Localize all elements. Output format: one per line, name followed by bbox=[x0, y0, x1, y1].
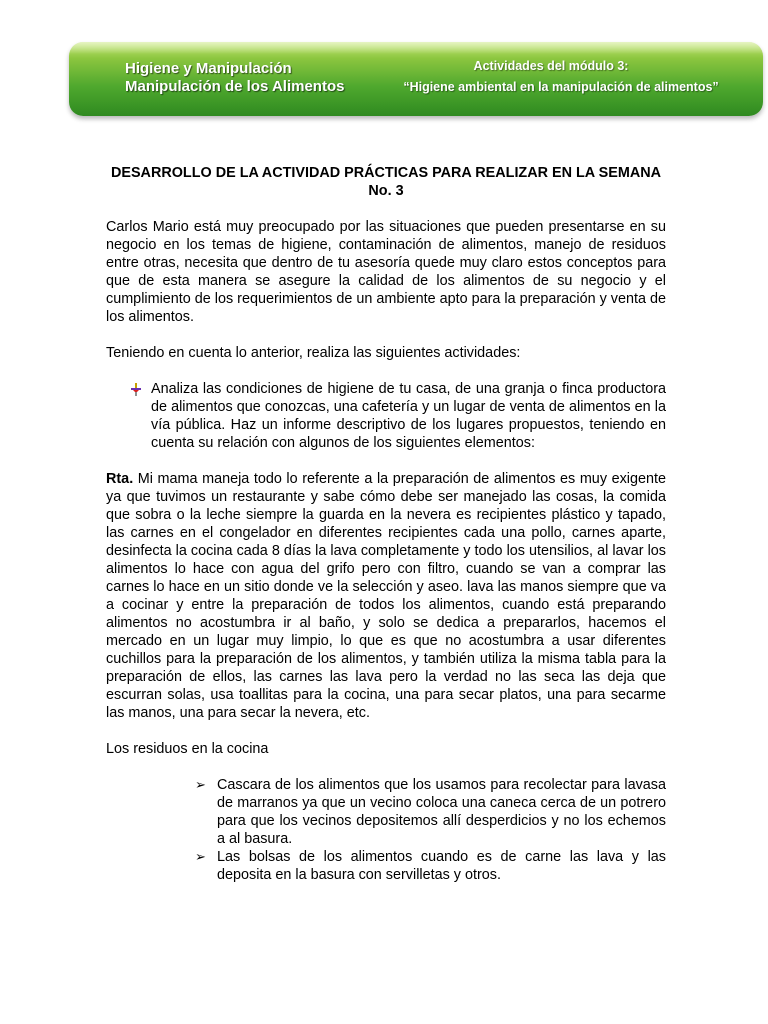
module-topic: “Higiene ambiental en la manipulación de alimentos” bbox=[403, 80, 719, 94]
course-title-line1: Higiene y Manipulación bbox=[125, 60, 292, 77]
module-label: Actividades del módulo 3: bbox=[473, 59, 629, 73]
residue-text: Cascara de los alimentos que los usamos para recolectar para lavasa de marranos ya que un vecino coloca una caneca cerca de un potrero para que los vecinos depositemos allí desperdicios y no los echemos a al basura. bbox=[217, 777, 666, 847]
course-title bbox=[125, 60, 344, 96]
answer-label: Rta. bbox=[106, 471, 134, 487]
instruction-paragraph: Teniendo en cuenta lo anterior, realiza las siguientes actividades: bbox=[106, 345, 521, 361]
answer-paragraph bbox=[106, 470, 666, 722]
residues-heading: Los residuos en la cocina bbox=[106, 741, 269, 757]
activity-text: Analiza las condiciones de higiene de tu casa, de una granja o finca productora de alimentos que conozcas, una cafetería y un lugar de venta de alimentos en la vía pública. Haz un informe descriptivo de los lugares propuestos, teniendo en cuenta su relación con algunos de los siguientes elementos: bbox=[151, 381, 666, 451]
header-banner bbox=[69, 42, 763, 116]
residue-text: Las bolsas de los alimentos cuando es de carne las lava y las deposita en la basura con servilletas y otros. bbox=[217, 849, 666, 883]
list-item bbox=[195, 776, 666, 848]
arrow-bullet-icon: ➢ bbox=[195, 849, 206, 864]
answer-text: Mi mama maneja todo lo referente a la preparación de alimentos es muy exigente ya que tuvimos un restaurante y sabe cómo debe ser manejado las cosas, la comida que sobra o la leche siempre la guarda en la nevera es recipientes plástico y tapado, las carnes en el congelador en diferentes recipientes cada una pollo, carnes aparte, desinfecta la cocina cada 8 días la lava completamente y todo los utensilios, al lavar los alimentos lo hace con agua del grifo pero con filtro, cuando se van a comprar las carnes lo hace en un sitio donde ve la selección y aseo. lava las manos siempre que va a cocinar y entre la preparación de todos los alimentos, cuando está preparando alimentos no acostumbra ir al baño, y solo se dedica a prepararlos, hacemos el mercado en un lugar muy limpio, lo que es que no acostumbra a usar diferentes cuchillos para la preparación de los alimentos, y también utiliza la misma tabla para la preparación de ellos, las carnes las lava pero la verdad no las seca las deja que escurran solas, usa toallitas para la cocina, una para secar platos, una para secarme las manos, una para secar la nevera, etc. bbox=[106, 471, 666, 721]
intro-paragraph: Carlos Mario está muy preocupado por las situaciones que pueden presentarse en su negocio en los temas de higiene, contaminación de alimentos, manejo de residuos entre otras, necesita que dentro de tu asesoría quede muy claro estos conceptos para que de esta manera se asegure la calidad de los alimentos de su negocio y el cumplimiento de los requerimientos de un ambiente apto para la preparación y venta de los alimentos. bbox=[106, 219, 666, 325]
arrow-bullet-icon: ➢ bbox=[195, 777, 206, 792]
residues-list bbox=[106, 776, 666, 884]
pushpin-icon bbox=[128, 382, 144, 396]
list-item bbox=[195, 848, 666, 884]
document-body bbox=[106, 164, 666, 884]
activity-item bbox=[106, 380, 666, 452]
course-title-line2: Manipulación de los Alimentos bbox=[125, 78, 345, 95]
document-title: DESARROLLO DE LA ACTIVIDAD PRÁCTICAS PARA REALIZAR EN LA SEMANA No. 3 bbox=[110, 165, 662, 199]
